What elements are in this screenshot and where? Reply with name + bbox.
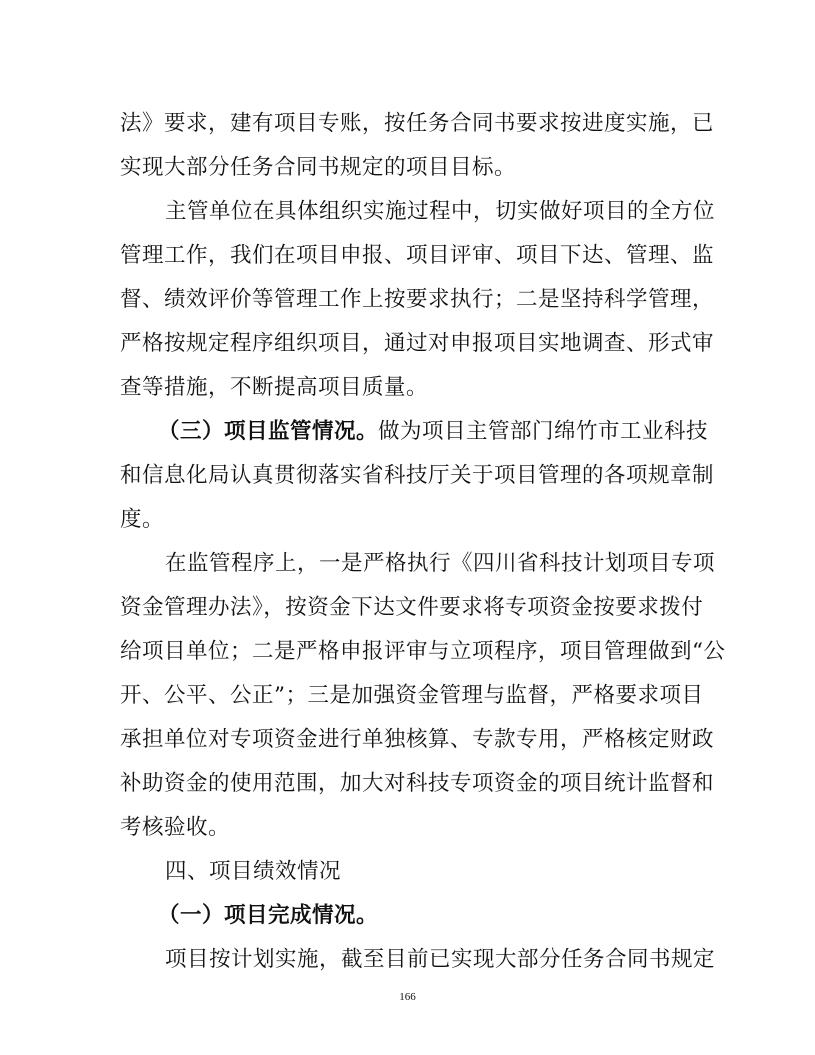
body-line: 考核验收。 xyxy=(120,815,231,840)
body-line: 督、绩效评价等管理工作上按要求执行；二是坚持科学管理， xyxy=(120,287,715,312)
body-line: 和信息化局认真贯彻落实省科技厅关于项目管理的各项规章制 xyxy=(120,463,715,488)
page-number: 166 xyxy=(399,991,416,1003)
body-line: 补助资金的使用范围，加大对科技专项资金的项目统计监督和 xyxy=(120,771,715,796)
body-line: 实现大部分任务合同书规定的项目目标。 xyxy=(120,155,517,180)
section-heading-line xyxy=(158,410,708,454)
subsection-heading: （一）项目完成情况。 xyxy=(158,903,379,928)
body-line: 在监管程序上，一是严格执行《四川省科技计划项目专项 xyxy=(165,551,716,576)
section-heading: 四、项目绩效情况 xyxy=(165,859,342,884)
body-line: 管理工作，我们在项目申报、项目评审、项目下达、管理、监 xyxy=(120,243,715,268)
body-line: 给项目单位；二是严格申报评审与立项程序，项目管理做到“公 xyxy=(120,639,726,664)
body-line: 严格按规定程序组织项目，通过对申报项目实地调查、形式审 xyxy=(120,331,715,356)
body-line: 开、公平、公正”；三是加强资金管理与监督，严格要求项目 xyxy=(120,683,704,708)
body-line: 资金管理办法》，按资金下达文件要求将专项资金按要求拨付 xyxy=(120,595,704,620)
body-line: 查等措施，不断提高项目质量。 xyxy=(120,375,429,400)
body-line: 承担单位对专项资金进行单独核算、专款专用，严格核定财政 xyxy=(120,727,715,752)
body-line: 主管单位在具体组织实施过程中，切实做好项目的全方位 xyxy=(165,199,716,224)
body-line: 度。 xyxy=(120,507,165,532)
subsection-heading: （三）项目监管情况。 xyxy=(158,419,379,444)
body-line: 项目按计划实施，截至目前已实现大部分任务合同书规定 xyxy=(165,947,716,972)
body-line: 法》要求，建有项目专账，按任务合同书要求按进度实施，已 xyxy=(120,111,715,136)
body-text: 做为项目主管部门绵竹市工业科技 xyxy=(378,419,709,444)
